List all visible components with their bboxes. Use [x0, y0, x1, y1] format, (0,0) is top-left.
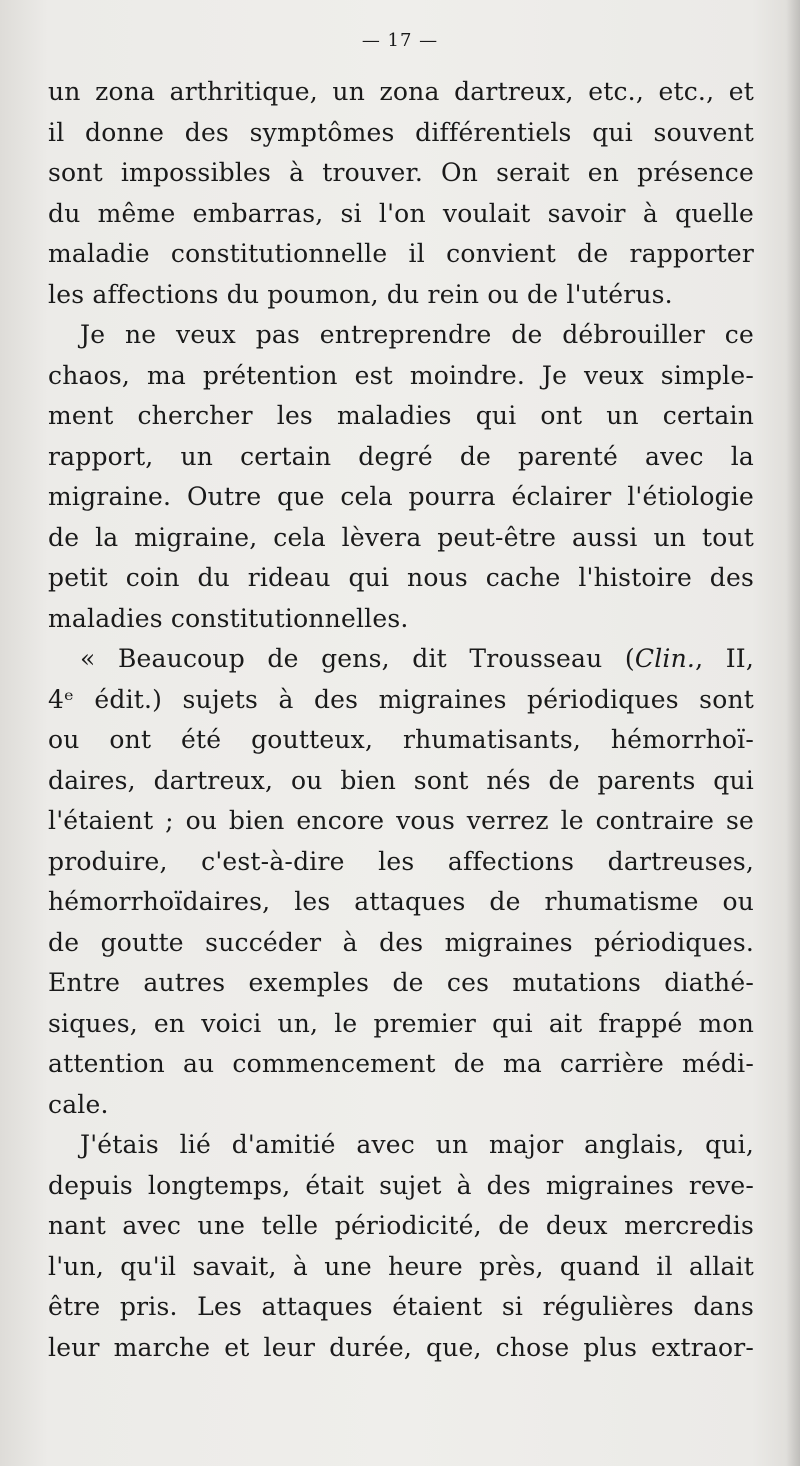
text-line: maladie constitutionnelle il convient de rapporter [48, 239, 754, 268]
text-line: nant avec une telle périodicité, de deux mercredis [48, 1211, 754, 1240]
text-line: rapport, un certain degré de parenté avec la [48, 441, 754, 471]
text-line: attention au commencement de ma carrière médi- [48, 1049, 754, 1078]
text-line: produire, c'est-à-dire les affections dartreuses, [48, 846, 754, 876]
text-line: du même embarras, si l'on voulait savoir à quelle [48, 198, 754, 228]
text-line: de goutte succéder à des migraines périodiques. [48, 927, 754, 957]
citation-italic: Clin. [634, 644, 696, 673]
text-line: ment chercher les maladies qui ont un certain [48, 401, 754, 430]
text-line: un zona arthritique, un zona dartreux, etc., etc., et [48, 77, 754, 106]
text-line: Je ne veux pas entreprendre de débrouiller ce [80, 320, 754, 349]
text-line: être pris. Les attaques étaient si régulières dans [48, 1292, 754, 1321]
quote-start-tail: , II, [695, 644, 754, 673]
text-line: leur marche et leur durée, que, chose plus extraor- [48, 1332, 754, 1362]
text-line: Entre autres exemples de ces mutations diathé- [48, 968, 754, 997]
paragraph-1 [48, 72, 754, 315]
paragraph-4 [48, 1125, 754, 1368]
text-line: siques, en voici un, le premier qui ait frappé mon [48, 1008, 754, 1038]
text-line: 4ᵉ édit.) sujets à des migraines périodiques sont [48, 684, 754, 714]
text-line: de la migraine, cela lèvera peut-être aussi un tout [48, 522, 754, 552]
text-line: cale. [48, 1089, 109, 1119]
text-line: l'étaient ; ou bien encore vous verrez le contraire se [48, 806, 754, 835]
text-line: hémorrhoïdaires, les attaques de rhumatisme ou [48, 887, 754, 916]
page-edge-shadow [786, 0, 800, 1466]
text-line: les affections du poumon, du rein ou de l'utérus. [48, 279, 673, 309]
text-line: maladies constitutionnelles. [48, 603, 409, 633]
text-line: daires, dartreux, ou bien sont nés de parents qui [48, 765, 754, 795]
paragraph-2 [48, 315, 754, 639]
text-line: depuis longtemps, était sujet à des migraines reve- [48, 1170, 754, 1200]
text-line: ou ont été goutteux, rhumatisants, hémorrhoï- [48, 725, 754, 754]
text-line: sont impossibles à trouver. On serait en présence [48, 158, 754, 187]
text-line: petit coin du rideau qui nous cache l'histoire des [48, 563, 754, 592]
paragraph-3 [48, 639, 754, 1125]
text-line: l'un, qu'il savait, à une heure près, quand il allait [48, 1251, 754, 1281]
page-number: — 17 — [361, 30, 439, 51]
text-line: migraine. Outre que cela pourra éclairer l'étiologie [48, 482, 754, 511]
text-line-quote-start [48, 639, 754, 680]
text-line: J'étais lié d'amitié avec un major anglais, qui, [80, 1130, 754, 1159]
quote-start-text: « Beaucoup de gens, dit Trousseau ( [80, 644, 635, 673]
text-line: chaos, ma prétention est moindre. Je veux simple- [48, 360, 754, 390]
body-text [48, 72, 754, 1368]
text-line: il donne des symptômes différentiels qui souvent [48, 117, 754, 147]
